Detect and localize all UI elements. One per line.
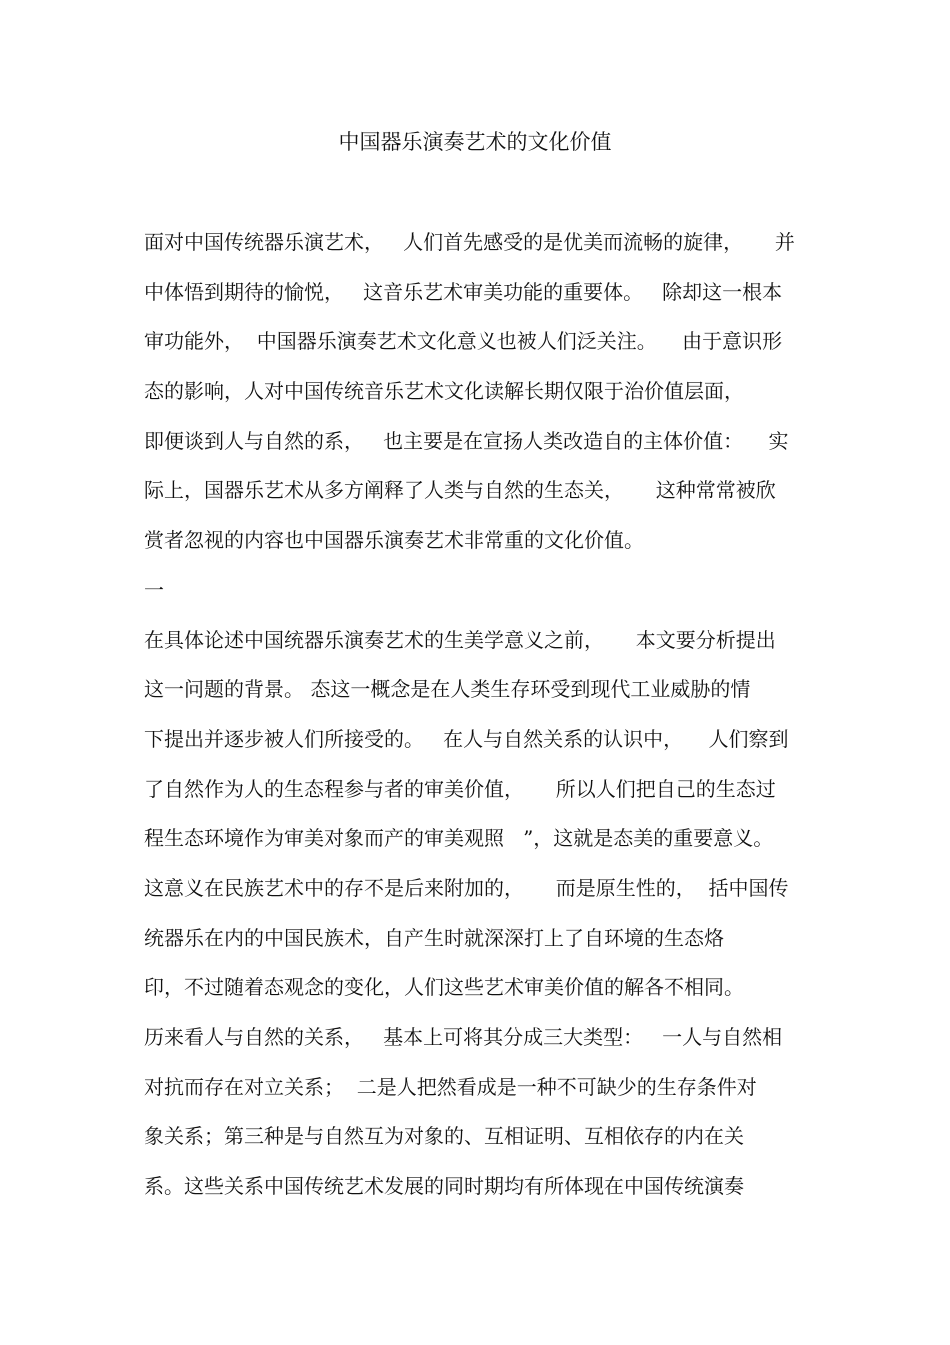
- body-line: 赏者忽视的内容也中国器乐演奏艺术非常重的文化价值。: [144, 528, 644, 553]
- body-line: 印，不过随着态观念的变化，人们这些艺术审美价值的解各不相同。: [144, 975, 744, 1000]
- body-line: 这意义在民族艺术中的存不是后来附加的， 而是原生性的， 括中国传: [144, 875, 789, 900]
- body-line: 对抗而存在对立关系； 二是人把然看成是一种不可缺少的生存条件对: [144, 1074, 757, 1099]
- body-line: 系。这些关系中国传统艺术发展的同时期均有所体现在中国传统演奏: [144, 1174, 744, 1199]
- body-line: 审功能外， 中国器乐演奏艺术文化意义也被人们泛关注。 由于意识形: [144, 329, 783, 354]
- body-line: 在具体论述中国统器乐演奏艺术的生美学意义之前， 本文要分析提出: [144, 627, 776, 652]
- body-line: 下提出并逐步被人们所接受的。 在人与自然关系的认识中， 人们察到: [144, 726, 789, 751]
- body-line: 象关系；第三种是与自然互为对象的、互相证明、互相依存的内在关: [144, 1124, 744, 1149]
- body-line: 中体悟到期待的愉悦， 这音乐艺术审美功能的重要体。 除却这一根本: [144, 279, 783, 304]
- section-number: 一: [144, 577, 164, 602]
- document-title: 中国器乐演奏艺术的文化价值: [338, 130, 612, 154]
- body-line: 即便谈到人与自然的系， 也主要是在宣扬人类改造自的主体价值： 实: [144, 428, 789, 453]
- body-line: 际上，国器乐艺术从多方阐释了人类与自然的生态关， 这种常常被欣: [144, 478, 776, 503]
- body-line: 历来看人与自然的关系， 基本上可将其分成三大类型： 一人与自然相: [144, 1025, 783, 1049]
- body-line: 态的影响，人对中国传统音乐艺术文化读解长期仅限于治价值层面，: [144, 379, 744, 404]
- body-line: 面对中国传统器乐演艺术， 人们首先感受的是优美而流畅的旋律， 并: [144, 230, 795, 254]
- body-line: 程生态环境作为审美对象而产的审美观照 ”，这就是态美的重要意义。: [144, 826, 774, 851]
- body-line: 这一问题的背景。 态这一概念是在人类生存环受到现代工业威胁的情: [144, 677, 751, 702]
- body-line: 统器乐在内的中国民族术，自产生时就深深打上了自环境的生态烙: [144, 925, 724, 950]
- document-body: [144, 225, 824, 1219]
- body-line: 了自然作为人的生态程参与者的审美价值， 所以人们把自己的生态过: [144, 776, 776, 801]
